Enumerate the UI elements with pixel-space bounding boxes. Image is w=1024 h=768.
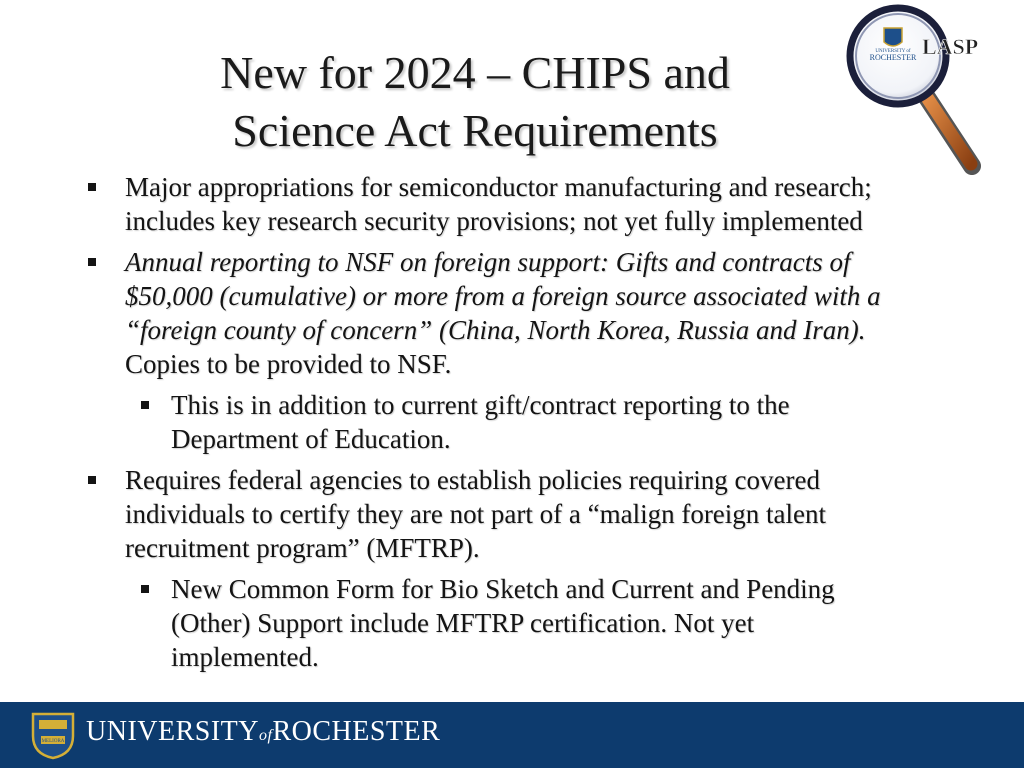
bullet-1-line-2: includes key research security provisions; not yet fully implemented bbox=[125, 206, 863, 236]
bullet-1-line-1: Major appropriations for semiconductor manufacturing and research; bbox=[125, 172, 872, 202]
bullet-2-line-2: $50,000 (cumulative) or more from a foreign source associated with a bbox=[125, 281, 881, 311]
bullet-square-icon bbox=[88, 476, 96, 484]
sub-bullet-2-1 bbox=[171, 388, 971, 456]
logo-uofr-top: UNIVERSITY of bbox=[875, 49, 911, 54]
wordmark-university: UNIVERSITY bbox=[86, 716, 259, 747]
title-line-2: Science Act Requirements bbox=[232, 105, 718, 156]
wordmark-of: of bbox=[259, 727, 273, 744]
bullet-square-icon bbox=[88, 183, 96, 191]
sub-bullet-3-1 bbox=[171, 572, 971, 674]
sub-bullet-3-1-line-1: New Common Form for Bio Sketch and Current and Pending bbox=[171, 574, 835, 604]
sub-bullet-2-1-line-1: This is in addition to current gift/contract reporting to the bbox=[171, 390, 790, 420]
bullet-1 bbox=[125, 170, 985, 238]
bullet-square-icon bbox=[141, 401, 149, 409]
sub-bullet-3-1-line-2: (Other) Support include MFTRP certification. Not yet bbox=[171, 608, 755, 638]
logo-lasp-text: LASP bbox=[922, 34, 979, 59]
university-wordmark bbox=[86, 716, 440, 748]
sub-bullet-3-1-line-3: implemented. bbox=[171, 642, 319, 672]
bullet-3-line-2: individuals to certify they are not part of a “malign foreign talent bbox=[125, 499, 827, 529]
bullet-2-line-3: “foreign county of concern” (China, North Korea, Russia and Iran). bbox=[125, 315, 866, 345]
bullet-2-line-4: Copies to be provided to NSF. bbox=[125, 349, 452, 379]
university-crest-icon bbox=[30, 710, 76, 760]
footer-bar bbox=[0, 702, 1024, 768]
bullet-2 bbox=[125, 245, 1005, 381]
mini-crest-icon bbox=[884, 28, 902, 46]
bullet-2-line-1: Annual reporting to NSF on foreign support: Gifts and contracts of bbox=[125, 247, 851, 277]
title-line-1: New for 2024 – CHIPS and bbox=[220, 47, 730, 98]
lasp-magnifier-logo bbox=[840, 4, 1024, 176]
bullet-square-icon bbox=[88, 258, 96, 266]
slide-title bbox=[150, 44, 800, 160]
logo-uofr-bottom: ROCHESTER bbox=[869, 53, 917, 62]
bullet-3-line-3: recruitment program” (MFTRP). bbox=[125, 533, 480, 563]
sub-bullet-2-1-line-2: Department of Education. bbox=[171, 424, 451, 454]
bullet-square-icon bbox=[141, 585, 149, 593]
crest-motto: MELIORA bbox=[41, 739, 65, 744]
bullet-3 bbox=[125, 463, 985, 565]
wordmark-rochester: ROCHESTER bbox=[272, 716, 441, 747]
bullet-3-line-1: Requires federal agencies to establish policies requiring covered bbox=[125, 465, 820, 495]
